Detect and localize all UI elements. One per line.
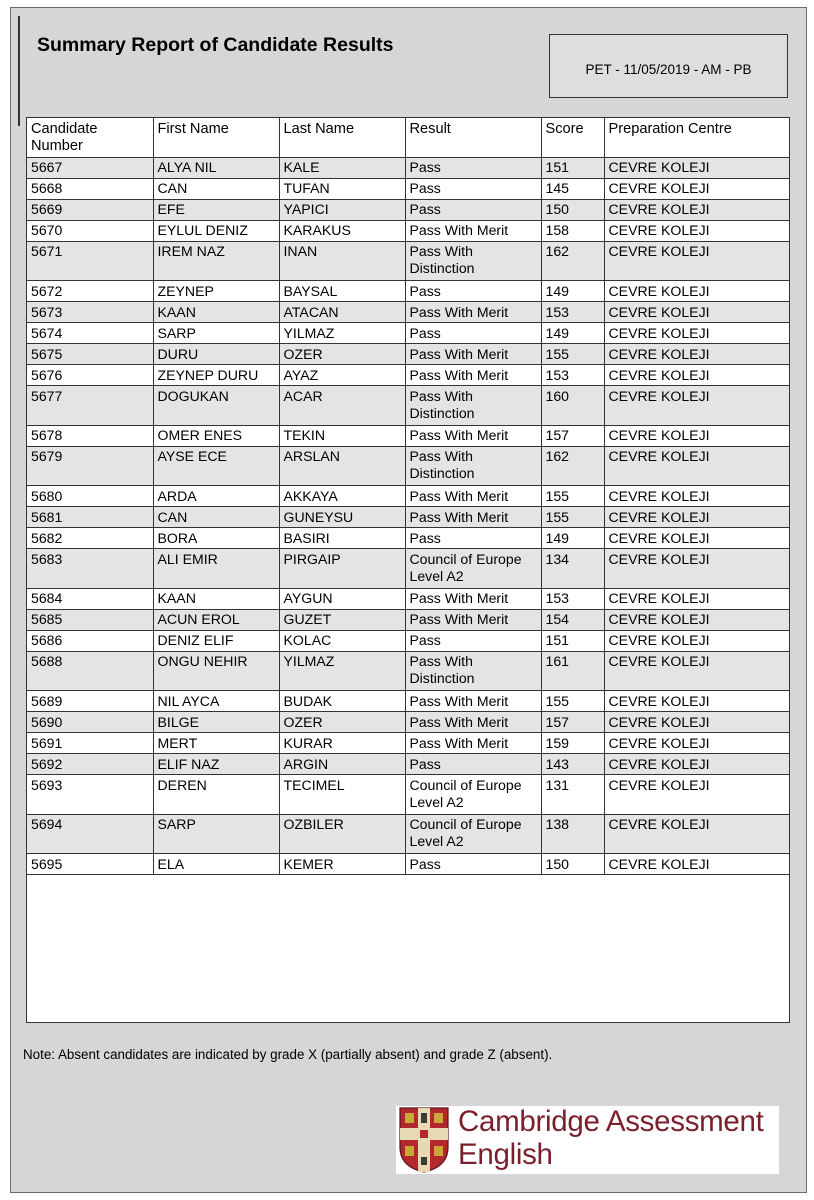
score-cell: 157 [541,425,604,446]
preparation-centre-cell: CEVRE KOLEJI [604,630,790,651]
first-name-cell: ZEYNEP DURU [153,365,279,386]
first-name-cell: EFE [153,199,279,220]
first-name-cell: CAN [153,507,279,528]
results-table-body [27,157,790,875]
logo-text-line1: Cambridge Assessment [458,1105,764,1138]
last-name-cell: TUFAN [279,178,405,199]
table-row [27,220,790,241]
session-info: PET - 11/05/2019 - AM - PB [585,61,752,77]
candidate-number-cell: 5686 [27,630,153,651]
preparation-centre-cell: CEVRE KOLEJI [604,220,790,241]
preparation-centre-cell: CEVRE KOLEJI [604,588,790,609]
candidate-number-cell: 5688 [27,651,153,691]
table-row [27,486,790,507]
first-name-cell: KAAN [153,302,279,323]
last-name-cell: AKKAYA [279,486,405,507]
candidate-number-cell: 5694 [27,814,153,854]
last-name-cell: AYAZ [279,365,405,386]
column-header-candidate-number: Candidate Number [27,118,153,157]
score-cell: 160 [541,386,604,426]
first-name-cell: BILGE [153,712,279,733]
result-cell: Pass With Merit [405,365,541,386]
result-cell: Pass With Merit [405,609,541,630]
candidate-number-cell: 5673 [27,302,153,323]
preparation-centre-cell: CEVRE KOLEJI [604,241,790,281]
preparation-centre-cell: CEVRE KOLEJI [604,157,790,178]
last-name-cell: INAN [279,241,405,281]
table-row [27,507,790,528]
last-name-cell: ACAR [279,386,405,426]
last-name-cell: BUDAK [279,691,405,712]
score-cell: 143 [541,754,604,775]
first-name-cell: KAAN [153,588,279,609]
report-title: Summary Report of Candidate Results [37,34,394,56]
result-cell: Pass [405,157,541,178]
university-crest-icon [399,1107,449,1173]
candidate-number-cell: 5667 [27,157,153,178]
preparation-centre-cell: CEVRE KOLEJI [604,199,790,220]
candidate-number-cell: 5680 [27,486,153,507]
table-row [27,630,790,651]
first-name-cell: EYLUL DENIZ [153,220,279,241]
result-cell: Council of Europe Level A2 [405,814,541,854]
result-cell: Pass [405,528,541,549]
candidate-number-cell: 5681 [27,507,153,528]
first-name-cell: ARDA [153,486,279,507]
result-cell: Pass With Merit [405,344,541,365]
page-edge-mark [18,16,20,126]
preparation-centre-cell: CEVRE KOLEJI [604,446,790,486]
result-cell: Pass [405,178,541,199]
result-cell: Pass With Distinction [405,241,541,281]
table-row [27,344,790,365]
table-row [27,157,790,178]
last-name-cell: YILMAZ [279,651,405,691]
last-name-cell: TEKIN [279,425,405,446]
last-name-cell: KALE [279,157,405,178]
last-name-cell: ARGIN [279,754,405,775]
first-name-cell: DURU [153,344,279,365]
candidate-number-cell: 5689 [27,691,153,712]
last-name-cell: KARAKUS [279,220,405,241]
column-header-first-name: First Name [153,118,279,157]
table-row [27,425,790,446]
result-cell: Pass With Merit [405,220,541,241]
first-name-cell: ELA [153,854,279,875]
preparation-centre-cell: CEVRE KOLEJI [604,425,790,446]
table-row [27,302,790,323]
first-name-cell: NIL AYCA [153,691,279,712]
preparation-centre-cell: CEVRE KOLEJI [604,528,790,549]
first-name-cell: DEREN [153,775,279,815]
first-name-cell: DENIZ ELIF [153,630,279,651]
score-cell: 149 [541,281,604,302]
table-row [27,814,790,854]
first-name-cell: IREM NAZ [153,241,279,281]
candidate-number-cell: 5695 [27,854,153,875]
candidate-number-cell: 5671 [27,241,153,281]
score-cell: 159 [541,733,604,754]
last-name-cell: GUZET [279,609,405,630]
score-cell: 157 [541,712,604,733]
result-cell: Pass With Merit [405,691,541,712]
first-name-cell: ONGU NEHIR [153,651,279,691]
table-row [27,775,790,815]
score-cell: 151 [541,157,604,178]
first-name-cell: ELIF NAZ [153,754,279,775]
preparation-centre-cell: CEVRE KOLEJI [604,344,790,365]
result-cell: Pass With Distinction [405,446,541,486]
last-name-cell: KURAR [279,733,405,754]
result-cell: Pass With Merit [405,486,541,507]
preparation-centre-cell: CEVRE KOLEJI [604,609,790,630]
preparation-centre-cell: CEVRE KOLEJI [604,775,790,815]
column-header-last-name: Last Name [279,118,405,157]
preparation-centre-cell: CEVRE KOLEJI [604,365,790,386]
candidate-number-cell: 5690 [27,712,153,733]
last-name-cell: KOLAC [279,630,405,651]
score-cell: 150 [541,854,604,875]
table-row [27,733,790,754]
column-header-result: Result [405,118,541,157]
table-row [27,199,790,220]
preparation-centre-cell: CEVRE KOLEJI [604,323,790,344]
result-cell: Pass [405,323,541,344]
table-row [27,323,790,344]
score-cell: 150 [541,199,604,220]
preparation-centre-cell: CEVRE KOLEJI [604,651,790,691]
table-header-row [27,118,790,157]
candidate-number-cell: 5679 [27,446,153,486]
result-cell: Council of Europe Level A2 [405,549,541,589]
table-row [27,549,790,589]
candidate-number-cell: 5678 [27,425,153,446]
first-name-cell: SARP [153,323,279,344]
last-name-cell: OZER [279,344,405,365]
candidate-number-cell: 5669 [27,199,153,220]
first-name-cell: ALI EMIR [153,549,279,589]
first-name-cell: ACUN EROL [153,609,279,630]
result-cell: Pass With Distinction [405,651,541,691]
preparation-centre-cell: CEVRE KOLEJI [604,386,790,426]
preparation-centre-cell: CEVRE KOLEJI [604,691,790,712]
score-cell: 138 [541,814,604,854]
candidate-number-cell: 5674 [27,323,153,344]
score-cell: 149 [541,528,604,549]
first-name-cell: CAN [153,178,279,199]
session-info-box [549,34,788,98]
result-cell: Pass With Merit [405,507,541,528]
results-table-frame [26,117,790,1023]
first-name-cell: AYSE ECE [153,446,279,486]
preparation-centre-cell: CEVRE KOLEJI [604,302,790,323]
candidate-number-cell: 5693 [27,775,153,815]
table-row [27,854,790,875]
candidate-number-cell: 5691 [27,733,153,754]
candidate-number-cell: 5672 [27,281,153,302]
result-cell: Pass With Merit [405,733,541,754]
score-cell: 153 [541,588,604,609]
first-name-cell: DOGUKAN [153,386,279,426]
last-name-cell: AYGUN [279,588,405,609]
score-cell: 153 [541,365,604,386]
table-row [27,281,790,302]
table-row [27,651,790,691]
last-name-cell: GUNEYSU [279,507,405,528]
last-name-cell: KEMER [279,854,405,875]
score-cell: 155 [541,507,604,528]
result-cell: Pass [405,630,541,651]
logo-text-line2: English [458,1138,553,1171]
score-cell: 155 [541,691,604,712]
last-name-cell: PIRGAIP [279,549,405,589]
table-row [27,241,790,281]
table-row [27,365,790,386]
result-cell: Pass With Merit [405,712,541,733]
table-row [27,609,790,630]
result-cell: Pass [405,754,541,775]
candidate-number-cell: 5684 [27,588,153,609]
table-row [27,528,790,549]
results-table [27,118,790,875]
score-cell: 154 [541,609,604,630]
score-cell: 155 [541,344,604,365]
candidate-number-cell: 5683 [27,549,153,589]
column-header-preparation-centre: Preparation Centre [604,118,790,157]
result-cell: Pass With Merit [405,588,541,609]
result-cell: Pass [405,281,541,302]
preparation-centre-cell: CEVRE KOLEJI [604,549,790,589]
last-name-cell: OZBILER [279,814,405,854]
score-cell: 162 [541,446,604,486]
score-cell: 162 [541,241,604,281]
candidate-number-cell: 5675 [27,344,153,365]
score-cell: 151 [541,630,604,651]
first-name-cell: OMER ENES [153,425,279,446]
preparation-centre-cell: CEVRE KOLEJI [604,178,790,199]
table-row [27,691,790,712]
preparation-centre-cell: CEVRE KOLEJI [604,486,790,507]
last-name-cell: ATACAN [279,302,405,323]
result-cell: Pass [405,854,541,875]
result-cell: Pass [405,199,541,220]
last-name-cell: BASIRI [279,528,405,549]
last-name-cell: BAYSAL [279,281,405,302]
preparation-centre-cell: CEVRE KOLEJI [604,507,790,528]
table-row [27,712,790,733]
result-cell: Pass With Distinction [405,386,541,426]
table-row [27,178,790,199]
score-cell: 153 [541,302,604,323]
table-row [27,754,790,775]
column-header-score: Score [541,118,604,157]
preparation-centre-cell: CEVRE KOLEJI [604,733,790,754]
first-name-cell: ZEYNEP [153,281,279,302]
first-name-cell: BORA [153,528,279,549]
result-cell: Council of Europe Level A2 [405,775,541,815]
first-name-cell: MERT [153,733,279,754]
candidate-number-cell: 5692 [27,754,153,775]
last-name-cell: ARSLAN [279,446,405,486]
score-cell: 158 [541,220,604,241]
preparation-centre-cell: CEVRE KOLEJI [604,712,790,733]
candidate-number-cell: 5682 [27,528,153,549]
cambridge-logo [396,1106,779,1174]
last-name-cell: OZER [279,712,405,733]
last-name-cell: YILMAZ [279,323,405,344]
table-row [27,446,790,486]
table-row [27,588,790,609]
result-cell: Pass With Merit [405,302,541,323]
preparation-centre-cell: CEVRE KOLEJI [604,281,790,302]
score-cell: 134 [541,549,604,589]
preparation-centre-cell: CEVRE KOLEJI [604,814,790,854]
score-cell: 131 [541,775,604,815]
result-cell: Pass With Merit [405,425,541,446]
score-cell: 149 [541,323,604,344]
candidate-number-cell: 5668 [27,178,153,199]
absence-note: Note: Absent candidates are indicated by grade X (partially absent) and grade Z (absent). [23,1047,553,1062]
first-name-cell: ALYA NIL [153,157,279,178]
candidate-number-cell: 5670 [27,220,153,241]
last-name-cell: YAPICI [279,199,405,220]
last-name-cell: TECIMEL [279,775,405,815]
score-cell: 161 [541,651,604,691]
preparation-centre-cell: CEVRE KOLEJI [604,854,790,875]
score-cell: 155 [541,486,604,507]
first-name-cell: SARP [153,814,279,854]
score-cell: 145 [541,178,604,199]
table-row [27,386,790,426]
candidate-number-cell: 5677 [27,386,153,426]
preparation-centre-cell: CEVRE KOLEJI [604,754,790,775]
candidate-number-cell: 5685 [27,609,153,630]
candidate-number-cell: 5676 [27,365,153,386]
